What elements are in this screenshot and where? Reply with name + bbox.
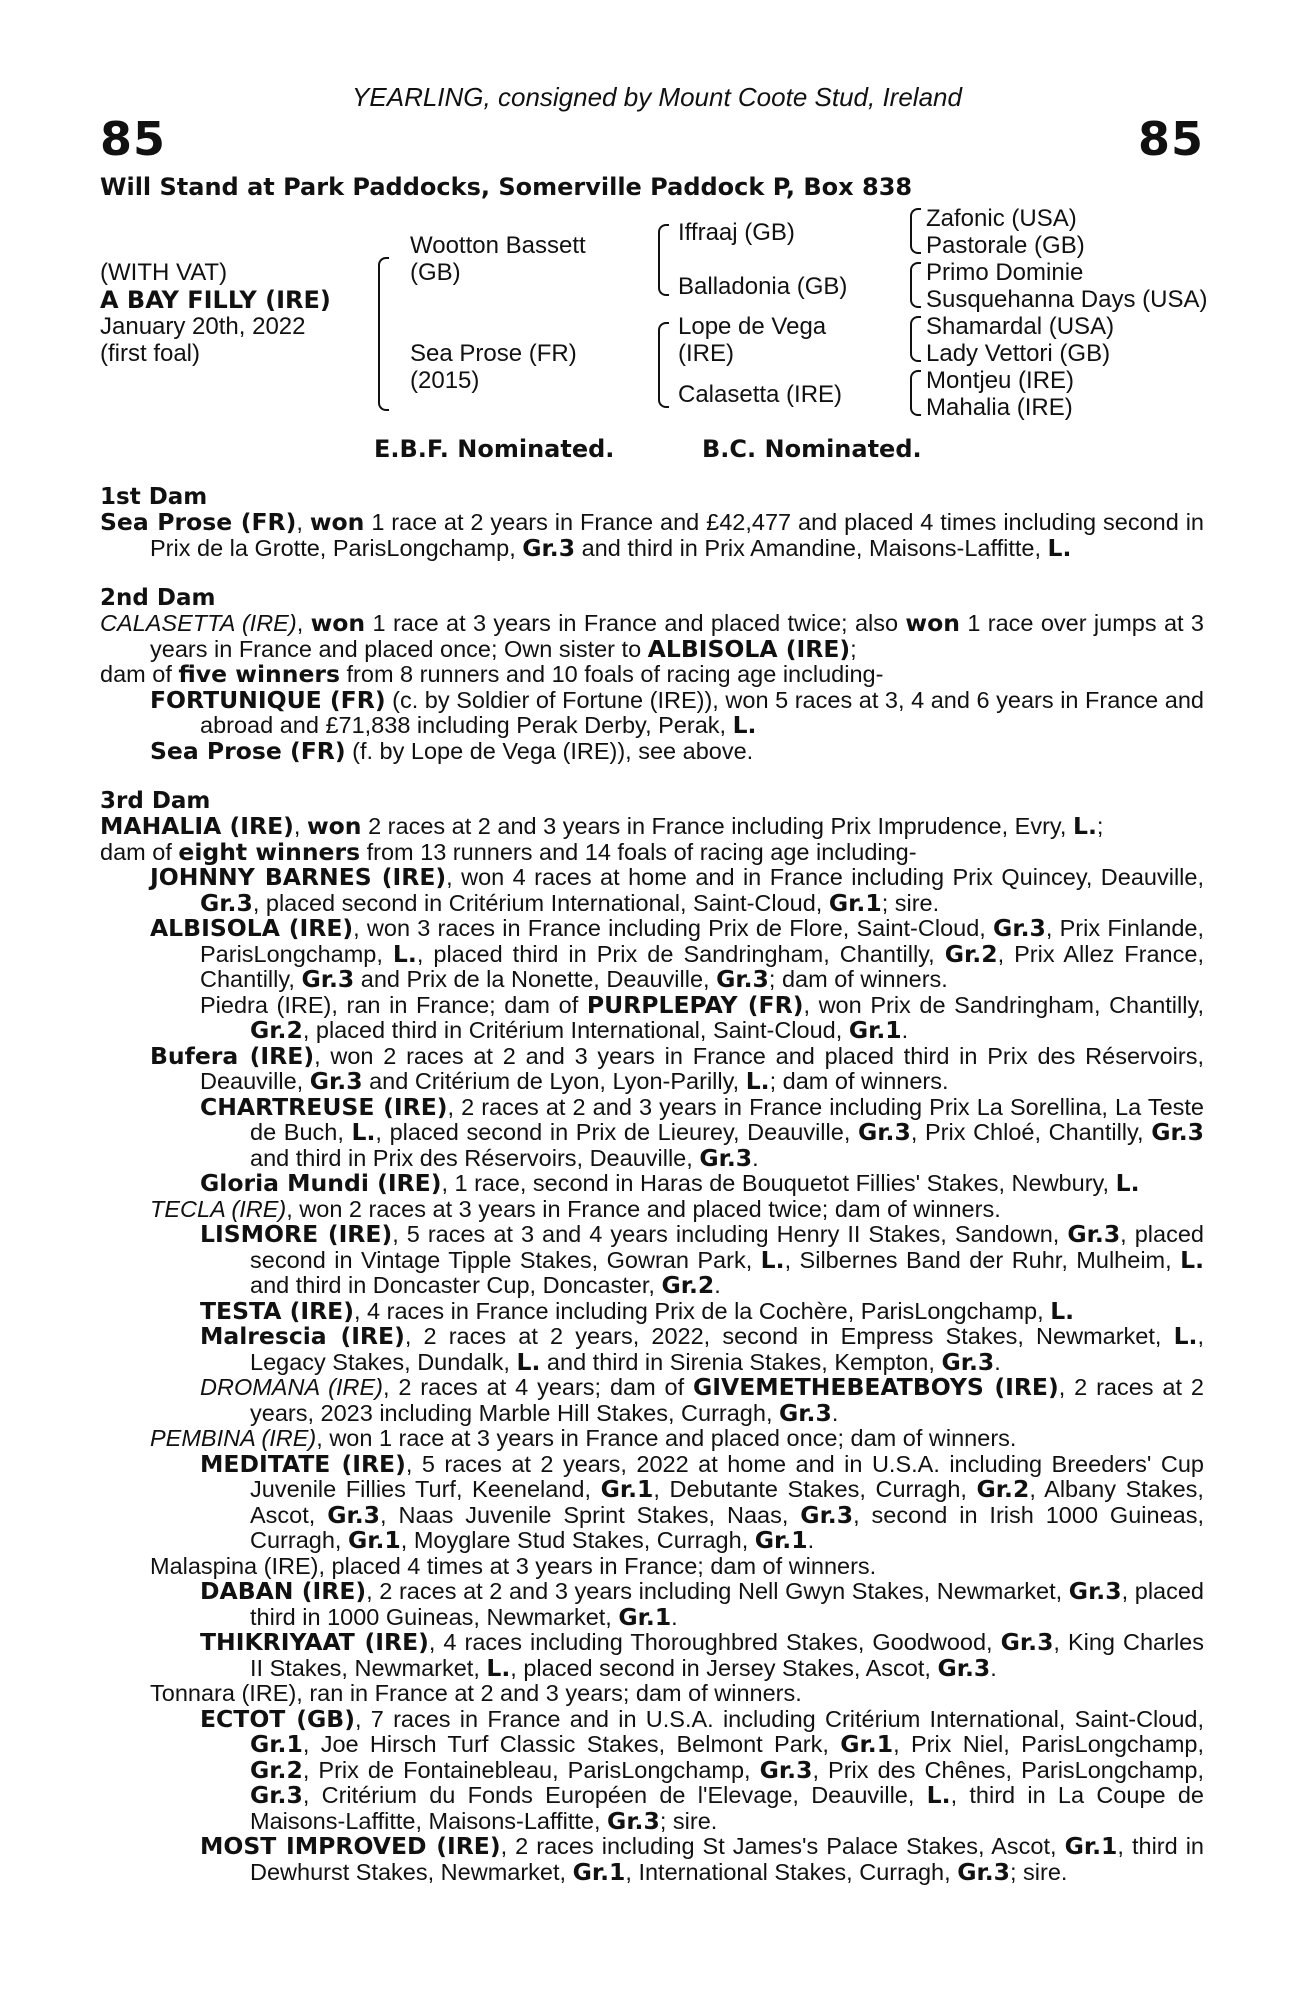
bracket-gg2 <box>910 262 921 308</box>
sire-dam-sire: Primo Dominie <box>926 259 1084 286</box>
horse-dob: January 20th, 2022 <box>100 313 306 340</box>
sire-origin: (GB) <box>410 259 461 286</box>
dam-sire: Lope de Vega <box>678 313 827 340</box>
vat-note: (WITH VAT) <box>100 259 228 286</box>
sire-sire-dam: Pastorale (GB) <box>926 232 1085 259</box>
sire-name: Wootton Bassett <box>410 232 586 259</box>
first-dam-entry: Sea Prose (FR), won 1 race at 2 years in France and £42,477 and placed 4 times including second in Prix de la Grotte, ParisLongchamp, Gr.3 and third in Prix Amandine, Maisons-Laffitte, L. <box>100 508 1204 562</box>
sire-dam-dam: Susquehanna Days (USA) <box>926 286 1208 313</box>
list-item: PEMBINA (IRE), won 1 race at 3 years in France and placed once; dam of winners. <box>150 1425 1017 1451</box>
second-dam-produce: dam of five winners from 8 runners and 10 foals of racing age including- <box>100 660 884 688</box>
list-item: Piedra (IRE), ran in France; dam of PURPLEPAY (FR), won Prix de Sandringham, Chantilly, Gr.2, placed third in Critérium International, Saint-Cloud, Gr.1. <box>200 990 1204 1044</box>
third-dam-heading: 3rd Dam <box>100 788 211 814</box>
list-item: THIKRIYAAT (IRE), 4 races including Thoroughbred Stakes, Goodwood, Gr.3, King Charles II Stakes, Newmarket, L., placed second in Jersey Stakes, Ascot, Gr.3. <box>200 1628 1204 1682</box>
list-item: Bufera (IRE), won 2 races at 2 and 3 years in France and placed third in Prix des Réservoirs, Deauville, Gr.3 and Critérium de Lyon, Lyon-Parilly, L.; dam of winners. <box>150 1041 1204 1095</box>
dam-dam-sire: Montjeu (IRE) <box>926 367 1075 394</box>
bc-nomination: B.C. Nominated. <box>702 435 922 463</box>
lot-number-right: 85 <box>1137 112 1204 166</box>
dam-dam-dam: Mahalia (IRE) <box>926 394 1073 421</box>
list-item: FORTUNIQUE (FR) (c. by Soldier of Fortune (IRE)), won 5 races at 3, 4 and 6 years in France and abroad and £71,838 including Perak Derby, Perak, L. <box>150 685 1204 739</box>
list-item: MOST IMPROVED (IRE), 2 races including St James's Palace Stakes, Ascot, Gr.1, third in Dewhurst Stakes, Newmarket, Gr.1, International Stakes, Curragh, Gr.3; sire. <box>200 1832 1204 1886</box>
horse-name: A BAY FILLY (IRE) <box>100 286 331 314</box>
sire-sire-sire: Zafonic (USA) <box>926 205 1077 232</box>
list-item: Tonnara (IRE), ran in France at 2 and 3 years; dam of winners. <box>150 1680 802 1706</box>
bracket-gg1 <box>910 208 921 254</box>
sire-sire: Iffraaj (GB) <box>678 219 795 246</box>
list-item: TECLA (IRE), won 2 races at 3 years in France and placed twice; dam of winners. <box>150 1195 1001 1222</box>
third-dam-entry: MAHALIA (IRE), won 2 races at 2 and 3 years in France including Prix Imprudence, Evry, L.; <box>100 812 1104 840</box>
dam-dam: Calasetta (IRE) <box>678 381 843 408</box>
list-item: Sea Prose (FR) (f. by Lope de Vega (IRE)), see above. <box>150 736 754 765</box>
list-item: LISMORE (IRE), 5 races at 3 and 4 years including Henry II Stakes, Sandown, Gr.3, placed second in Vintage Tipple Stakes, Gowran Park, L., Silbernes Band der Ruhr, Mulheim, L. and third in Doncaster Cup, Doncaster, Gr.2. <box>200 1220 1204 1299</box>
dam-sire-sire: Shamardal (USA) <box>926 313 1115 340</box>
dam-sire-origin: (IRE) <box>678 340 734 367</box>
list-item: Gloria Mundi (IRE), 1 race, second in Haras de Bouquetot Fillies' Stakes, Newbury, L. <box>200 1169 1140 1197</box>
first-dam-heading: 1st Dam <box>100 484 208 510</box>
dam-name: Sea Prose (FR) <box>410 340 577 367</box>
list-item: CHARTREUSE (IRE), 2 races at 2 and 3 years in France including Prix La Sorellina, La Teste de Buch, L., placed second in Prix de Lieurey, Deauville, Gr.3, Prix Chloé, Chantilly, Gr.3 and third in Prix des Réservoirs, Deauville, Gr.3. <box>200 1092 1204 1172</box>
list-item: TESTA (IRE), 4 races in France including Prix de la Cochère, ParisLongchamp, L. <box>200 1296 1075 1325</box>
foal-note: (first foal) <box>100 340 201 367</box>
list-item: ALBISOLA (IRE), won 3 races in France including Prix de Flore, Saint-Cloud, Gr.3, Prix Finlande, ParisLongchamp, L., placed third in Prix de Sandringham, Chantilly, Gr.2, Prix Allez France, Chantilly, Gr.3 and Prix de la Nonette, Deauville, Gr.3; dam of winners. <box>150 914 1204 993</box>
list-item: DROMANA (IRE), 2 races at 4 years; dam of GIVEMETHEBEATBOYS (IRE), 2 races at 2 years, 2023 including Marble Hill Stakes, Curragh, Gr.3. <box>200 1373 1204 1427</box>
list-item: DABAN (IRE), 2 races at 2 and 3 years including Nell Gwyn Stakes, Newmarket, Gr.3, placed third in 1000 Guineas, Newmarket, Gr.1. <box>200 1577 1204 1631</box>
bracket-gg4 <box>910 370 921 416</box>
lot-number-left: 85 <box>100 112 167 166</box>
list-item: Malaspina (IRE), placed 4 times at 3 years in France; dam of winners. <box>150 1552 877 1579</box>
bracket-sire-dam <box>378 257 389 411</box>
list-item: MEDITATE (IRE), 5 races at 2 years, 2022 at home and in U.S.A. including Breeders' Cup Juvenile Fillies Turf, Keeneland, Gr.1, Debutante Stakes, Curragh, Gr.2, Albany Stakes, Ascot, Gr.3, Naas Juvenile Sprint Stakes, Naas, Gr.3, second in Irish 1000 Guineas, Curragh, Gr.1, Moyglare Stud Stakes, Curragh, Gr.1. <box>200 1449 1204 1554</box>
list-item: ECTOT (GB), 7 races in France and in U.S.A. including Critérium International, Saint-Cloud, Gr.1, Joe Hirsch Turf Classic Stakes, Belmont Park, Gr.1, Prix Niel, ParisLongchamp, Gr.2, Prix de Fontainebleau, ParisLongchamp, Gr.3, Prix des Chênes, ParisLongchamp, Gr.3, Critérium du Fonds Européen de l'Elevage, Deauville, L., third in La Coupe de Maisons-Laffitte, Maisons-Laffitte, Gr.3; sire. <box>200 1704 1205 1835</box>
list-item: JOHNNY BARNES (IRE), won 4 races at home and in France including Prix Quincey, Deauville, Gr.3, placed second in Critérium International, Saint-Cloud, Gr.1; sire. <box>150 863 1204 917</box>
second-dam-entry: CALASETTA (IRE), won 1 race at 3 years in France and placed twice; also won 1 race over jumps at 3 years in France and placed once; Own sister to ALBISOLA (IRE); <box>100 609 1204 663</box>
bracket-dam-line <box>658 322 669 408</box>
dam-year: (2015) <box>410 367 480 394</box>
sire-dam: Balladonia (GB) <box>678 273 848 300</box>
second-dam-heading: 2nd Dam <box>100 585 216 611</box>
bracket-sire-line <box>658 224 669 296</box>
stand-location: Will Stand at Park Paddocks, Somerville Paddock P, Box 838 <box>100 173 913 201</box>
dam-sire-dam: Lady Vettori (GB) <box>926 340 1111 367</box>
third-dam-produce: dam of eight winners from 13 runners and 14 foals of racing age including- <box>100 837 917 866</box>
ebf-nomination: E.B.F. Nominated. <box>374 435 615 463</box>
consignment-header: YEARLING, consigned by Mount Coote Stud, Ireland <box>352 82 962 112</box>
dam-records <box>100 484 1204 1885</box>
bracket-gg3 <box>910 316 921 362</box>
list-item: Malrescia (IRE), 2 races at 2 years, 2022, second in Empress Stakes, Newmarket, L., Legacy Stakes, Dundalk, L. and third in Sirenia Stakes, Kempton, Gr.3. <box>200 1322 1204 1376</box>
